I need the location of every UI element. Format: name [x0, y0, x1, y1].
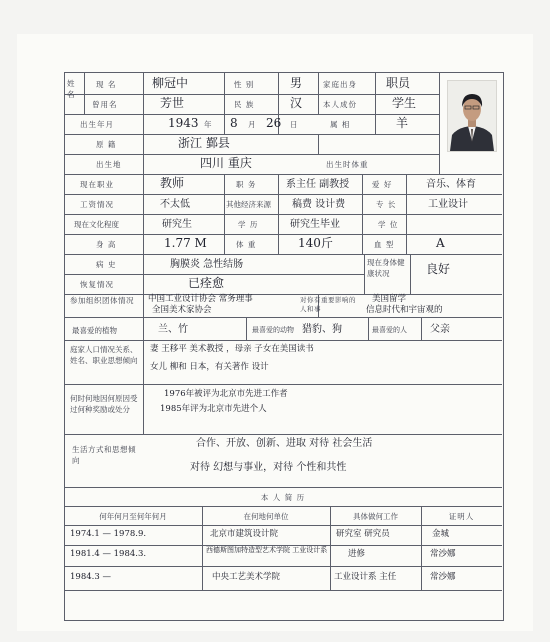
label-native-place: 原 籍 — [96, 140, 117, 149]
label-blood-type: 血 型 — [374, 240, 395, 249]
label-occupation: 现在职业 — [80, 180, 114, 189]
label-weight: 体 重 — [236, 240, 257, 249]
resume-row-3-witness: 常沙娜 — [430, 572, 456, 582]
col-workplace: 在何地何单位 — [243, 512, 289, 521]
label-former-name: 曾用名 — [92, 100, 118, 109]
resume-row-2-job: 进修 — [348, 549, 366, 559]
value-height: 1.77 M — [164, 236, 207, 250]
label-favorite-plant: 最喜爱的植物 — [72, 326, 117, 335]
label-birthplace: 出生地 — [96, 160, 122, 169]
label-current-name: 现 名 — [96, 80, 117, 89]
value-rewards-2: 1985年评为北京市先进个人 — [160, 404, 267, 414]
label-ethnicity: 民 族 — [234, 100, 255, 109]
value-important-influence-2: 信息时代和宇宙观的 — [366, 305, 443, 315]
label-favorite-animal: 最喜爱的动物 — [252, 326, 294, 334]
label-sex: 性 别 — [234, 80, 255, 89]
value-family-members-1: 妻 王移平 美术教授 ，母亲 子女在美国读书 — [150, 344, 314, 354]
col-period: 何年何月至何年何月 — [99, 512, 167, 521]
value-blood-type: A — [436, 236, 445, 250]
value-weight: 140斤 — [298, 236, 333, 250]
value-medical-history: 胸膜炎 急性结肠 — [170, 259, 244, 270]
value-personal-status: 学生 — [392, 96, 417, 110]
resume-row-3-job: 工业设计系 主任 — [334, 572, 397, 582]
resume-row-3-workplace: 中央工艺美术学院 — [212, 572, 281, 582]
label-important-influence: 对你有重要影响的人和事 — [300, 296, 356, 313]
value-favorite-person: 父亲 — [430, 324, 450, 335]
value-birth-year: 1943 — [168, 116, 199, 130]
value-lifestyle-2: 对待 幻想与事业，对待 个性和共性 — [190, 462, 347, 473]
label-height: 身 高 — [96, 240, 117, 249]
value-specialty: 工业设计 — [428, 199, 468, 210]
value-family-members-2: 女儿 柳和 日本，有关著作 设计 — [150, 362, 269, 372]
col-witness: 证明人 — [448, 512, 475, 521]
label-organizations: 参加组织团体情况 — [70, 296, 134, 305]
value-education: 研究生 — [162, 219, 192, 230]
label-recovery: 恢复情况 — [80, 280, 114, 289]
value-health-status: 良好 — [426, 262, 451, 276]
label-day: 日 — [290, 120, 299, 129]
value-organizations-1: 中国工业设计协会 常务理事 — [148, 294, 253, 304]
resume-row-1-workplace: 北京市建筑设计院 — [210, 529, 279, 539]
label-salary: 工资情况 — [80, 200, 114, 209]
label-academic-degree: 学 位 — [378, 220, 399, 229]
value-birth-day: 26 — [266, 116, 282, 130]
resume-row-1-witness: 金城 — [432, 529, 450, 539]
value-favorite-plant: 兰、竹 — [158, 324, 188, 335]
value-other-income: 稿费 设计费 — [292, 199, 346, 210]
label-specialty: 专 长 — [376, 200, 397, 209]
label-hobby: 爱 好 — [372, 180, 393, 189]
label-other-income: 其他经济来源 — [226, 200, 271, 209]
value-favorite-animal: 猎豹、狗 — [302, 324, 342, 335]
label-birth-weight: 出生时体重 — [326, 160, 369, 169]
label-family-origin: 家庭出身 — [323, 80, 357, 89]
resume-row-3-period: 1984.3 — — [70, 572, 111, 582]
label-personal-status: 本人成份 — [323, 100, 357, 109]
label-family-members: 庭家人口情况关系、姓名、职业思想倾向 — [70, 345, 138, 365]
label-degree-record: 学 历 — [238, 220, 259, 229]
value-occupation: 教师 — [160, 176, 185, 190]
value-sex: 男 — [290, 76, 303, 90]
resume-row-2-period: 1981.4 — 1984.3. — [70, 549, 147, 559]
value-salary: 不太低 — [160, 199, 190, 210]
value-important-influence-1: 美国留学 — [372, 294, 407, 304]
label-rewards-penalties: 何时何地因何原因受过何种奖励或处分 — [70, 394, 138, 414]
value-native-place: 浙江 鄞县 — [178, 136, 230, 150]
label-position: 职 务 — [236, 180, 257, 189]
value-hobby: 音乐、体育 — [426, 179, 476, 190]
label-month: 月 — [248, 120, 257, 129]
portrait-photo — [447, 80, 497, 152]
value-former-name: 芳世 — [160, 96, 185, 110]
label-medical-history: 病 史 — [96, 260, 117, 269]
value-recovery: 已痊愈 — [188, 276, 225, 290]
label-health-status: 现在身体健康状况 — [367, 258, 405, 278]
col-job: 具体做何工作 — [353, 512, 398, 521]
value-current-name: 柳冠中 — [152, 76, 189, 90]
value-rewards-1: 1976年被评为北京市先进工作者 — [164, 389, 288, 399]
value-position: 系主任 副教授 — [286, 179, 350, 190]
label-zodiac: 属 相 — [330, 120, 351, 129]
label-favorite-person: 最喜爱的人 — [372, 326, 407, 334]
value-lifestyle-1: 合作、开放、创新、进取 对待 社会生活 — [196, 438, 373, 449]
resume-row-2-workplace: 西德斯图加特造型艺术学院 工业设计系 — [206, 546, 328, 554]
resume-title: 本 人 简 历 — [260, 493, 306, 502]
value-birth-month: 8 — [230, 116, 238, 130]
value-organizations-2: 全国美术家协会 — [152, 305, 212, 315]
label-name-side: 姓名 — [67, 79, 75, 99]
resume-row-1-job: 研究室 研究员 — [336, 529, 390, 539]
value-zodiac: 羊 — [396, 116, 409, 130]
value-family-origin: 职员 — [386, 76, 411, 90]
label-lifestyle: 生活方式和思想倾向 — [72, 445, 136, 465]
value-ethnicity: 汉 — [290, 96, 303, 110]
label-education: 现在文化程度 — [74, 220, 119, 229]
resume-row-2-witness: 常沙娜 — [430, 549, 456, 559]
value-degree-record: 研究生毕业 — [290, 219, 340, 230]
label-birth-date: 出生年月 — [80, 120, 114, 129]
resume-row-1-period: 1974.1 — 1978.9. — [70, 529, 147, 539]
label-year: 年 — [204, 120, 213, 129]
value-birthplace: 四川 重庆 — [200, 156, 252, 170]
